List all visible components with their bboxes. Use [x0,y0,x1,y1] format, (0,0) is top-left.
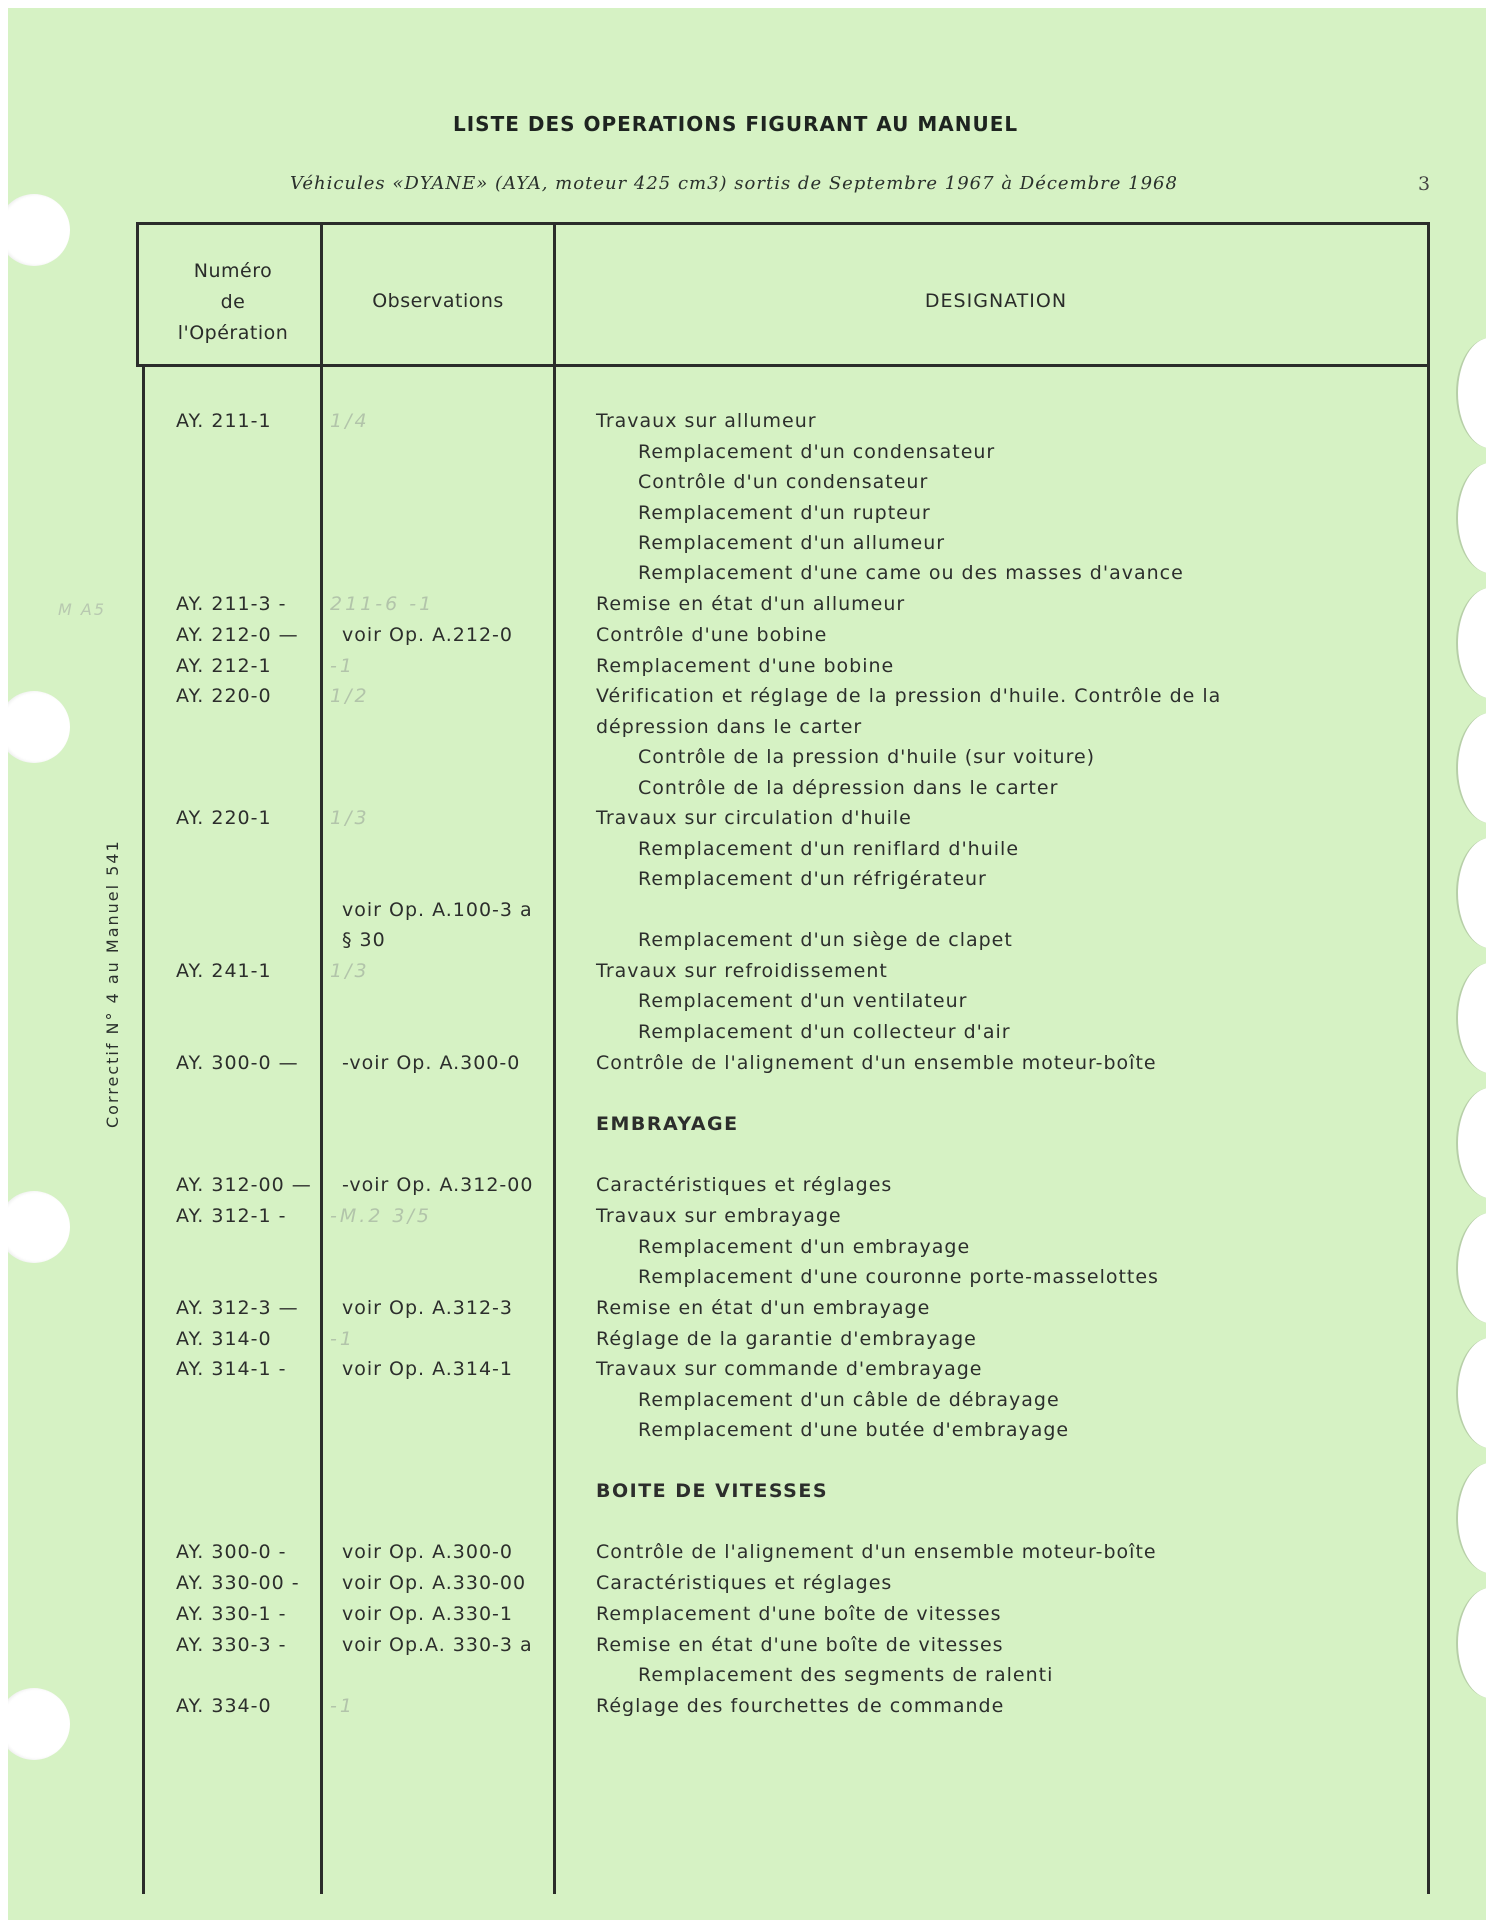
designation-subitem: Remplacement des segments de ralenti [638,1664,1054,1686]
observation-text: § 30 [342,929,386,951]
observation-text: voir Op. A.100-3 a [342,899,533,921]
operation-number: AY. 212-1 [176,655,272,677]
designation-text: Remise en état d'un embrayage [596,1297,931,1319]
handwritten-observation: -1 [330,655,355,677]
designation-subitem: Remplacement d'un allumeur [638,532,946,554]
designation-text: Travaux sur embrayage [596,1205,842,1227]
operation-number: AY. 220-1 [176,807,272,829]
designation-text: Remise en état d'une boîte de vitesses [596,1634,1004,1656]
operation-number: AY. 211-1 [176,410,272,432]
operation-number: AY. 314-0 [176,1328,272,1350]
designation-text: Travaux sur circulation d'huile [596,807,912,829]
designation-text: Remise en état d'un allumeur [596,593,906,615]
operation-number: AY. 241-1 [176,960,272,982]
section-heading: EMBRAYAGE [596,1113,739,1135]
table-header-border [136,364,1430,367]
column-header-number: Numéro de l'Opération [177,260,289,344]
observation-text: voir Op. A.314-1 [342,1358,514,1380]
operation-number: AY. 314-1 - [176,1358,287,1380]
binder-hole [8,691,70,763]
table-left-border [142,364,145,1894]
designation-text: Réglage des fourchettes de commande [596,1695,1005,1717]
operation-number: AY. 330-3 - [176,1634,287,1656]
handwritten-observation: 1/4 [330,410,370,432]
page-number: 3 [1418,173,1431,195]
designation-subitem: Remplacement d'un ventilateur [638,990,968,1012]
designation-subitem: Remplacement d'un collecteur d'air [638,1021,1011,1043]
edge-notch [1456,588,1486,698]
designation-subitem: Remplacement d'un réfrigérateur [638,868,987,890]
document-title: LISTE DES OPERATIONS FIGURANT AU MANUEL [453,112,1019,136]
document-page [8,8,1486,1920]
designation-text: dépression dans le carter [596,716,863,738]
designation-subitem: Remplacement d'un câble de débrayage [638,1389,1060,1411]
operation-number: AY. 211-3 - [176,593,287,615]
designation-subitem: Remplacement d'un reniflard d'huile [638,838,1020,860]
column-divider [553,222,556,1894]
operation-number: AY. 300-0 — [176,1052,299,1074]
column-header-observations: Observations [372,290,504,312]
designation-subitem: Remplacement d'un rupteur [638,502,931,524]
handwritten-observation: 211-6 -1 [330,593,435,615]
edge-notch [1456,713,1486,823]
designation-text: Caractéristiques et réglages [596,1572,893,1594]
edge-notch [1456,1588,1486,1698]
designation-text: Contrôle de l'alignement d'un ensemble moteur-boîte [596,1052,1157,1074]
side-label: Correctif N° 4 au Manuel 541 [103,839,122,1128]
operation-number: AY. 220-0 [176,685,272,707]
designation-text: Contrôle d'une bobine [596,624,828,646]
operation-number: AY. 212-0 — [176,624,299,646]
designation-text: Remplacement d'une boîte de vitesses [596,1603,1002,1625]
designation-subitem: Remplacement d'une butée d'embrayage [638,1419,1070,1441]
column-header-designation: DESIGNATION [924,290,1068,312]
observation-text: voir Op. A.312-3 [342,1297,514,1319]
edge-notch [1456,1338,1486,1448]
section-heading: BOITE DE VITESSES [596,1480,829,1502]
observation-text: -voir Op. A.300-0 [342,1052,521,1074]
designation-subitem: Remplacement d'un condensateur [638,441,996,463]
observation-text: voir Op. A.212-0 [342,624,514,646]
designation-text: Travaux sur refroidissement [596,960,888,982]
document-subtitle: Véhicules «DYANE» (AYA, moteur 425 cm3) sortis de Septembre 1967 à Décembre 1968 [290,173,1178,194]
designation-text: Remplacement d'une bobine [596,655,895,677]
edge-notch [1456,463,1486,573]
designation-subitem: Remplacement d'un siège de clapet [638,929,1013,951]
operation-number: AY. 300-0 - [176,1541,287,1563]
designation-subitem: Remplacement d'une came ou des masses d'avance [638,562,1184,584]
designation-subitem: Remplacement d'un embrayage [638,1236,971,1258]
edge-notch [1456,1463,1486,1573]
designation-text: Contrôle de l'alignement d'un ensemble moteur-boîte [596,1541,1157,1563]
operation-number: AY. 330-00 - [176,1572,300,1594]
handwritten-observation: -1 [330,1328,355,1350]
operation-number: AY. 334-0 [176,1695,272,1717]
column-divider [320,222,323,1894]
observation-text: voir Op.A. 330-3 a [342,1634,533,1656]
table-top-border [136,222,1430,225]
observation-text: -voir Op. A.312-00 [342,1174,534,1196]
edge-notch [1456,963,1486,1073]
binder-hole [8,1688,70,1760]
handwritten-observation: 1/3 [330,960,370,982]
edge-notch [1456,338,1486,448]
operation-number: AY. 312-00 — [176,1174,312,1196]
edge-notch [1456,1213,1486,1323]
observation-text: voir Op. A.330-00 [342,1572,527,1594]
operation-number: AY. 312-1 - [176,1205,287,1227]
designation-subitem: Contrôle d'un condensateur [638,471,929,493]
operation-number: AY. 312-3 — [176,1297,299,1319]
handwritten-observation: -1 [330,1695,355,1717]
designation-text: Vérification et réglage de la pression d'huile. Contrôle de la [596,685,1222,707]
handwritten-observation: 1/2 [330,685,370,707]
designation-text: Travaux sur commande d'embrayage [596,1358,983,1380]
handwritten-margin-note: M A5 [58,600,107,619]
edge-notch [1456,838,1486,948]
operation-number: AY. 330-1 - [176,1603,287,1625]
designation-subitem: Remplacement d'une couronne porte-masselottes [638,1266,1159,1288]
designation-text: Travaux sur allumeur [596,410,817,432]
binder-hole [8,1191,70,1263]
table-right-border [1427,222,1430,1894]
edge-notch [1456,1088,1486,1198]
observation-text: voir Op. A.330-1 [342,1603,514,1625]
table-left-border [136,222,139,367]
handwritten-observation: 1/3 [330,807,370,829]
binder-hole [8,194,70,266]
designation-subitem: Contrôle de la pression d'huile (sur voiture) [638,746,1096,768]
observation-text: voir Op. A.300-0 [342,1541,514,1563]
designation-text: Réglage de la garantie d'embrayage [596,1328,977,1350]
designation-subitem: Contrôle de la dépression dans le carter [638,777,1059,799]
designation-text: Caractéristiques et réglages [596,1174,893,1196]
handwritten-observation: -M.2 3/5 [330,1205,432,1227]
